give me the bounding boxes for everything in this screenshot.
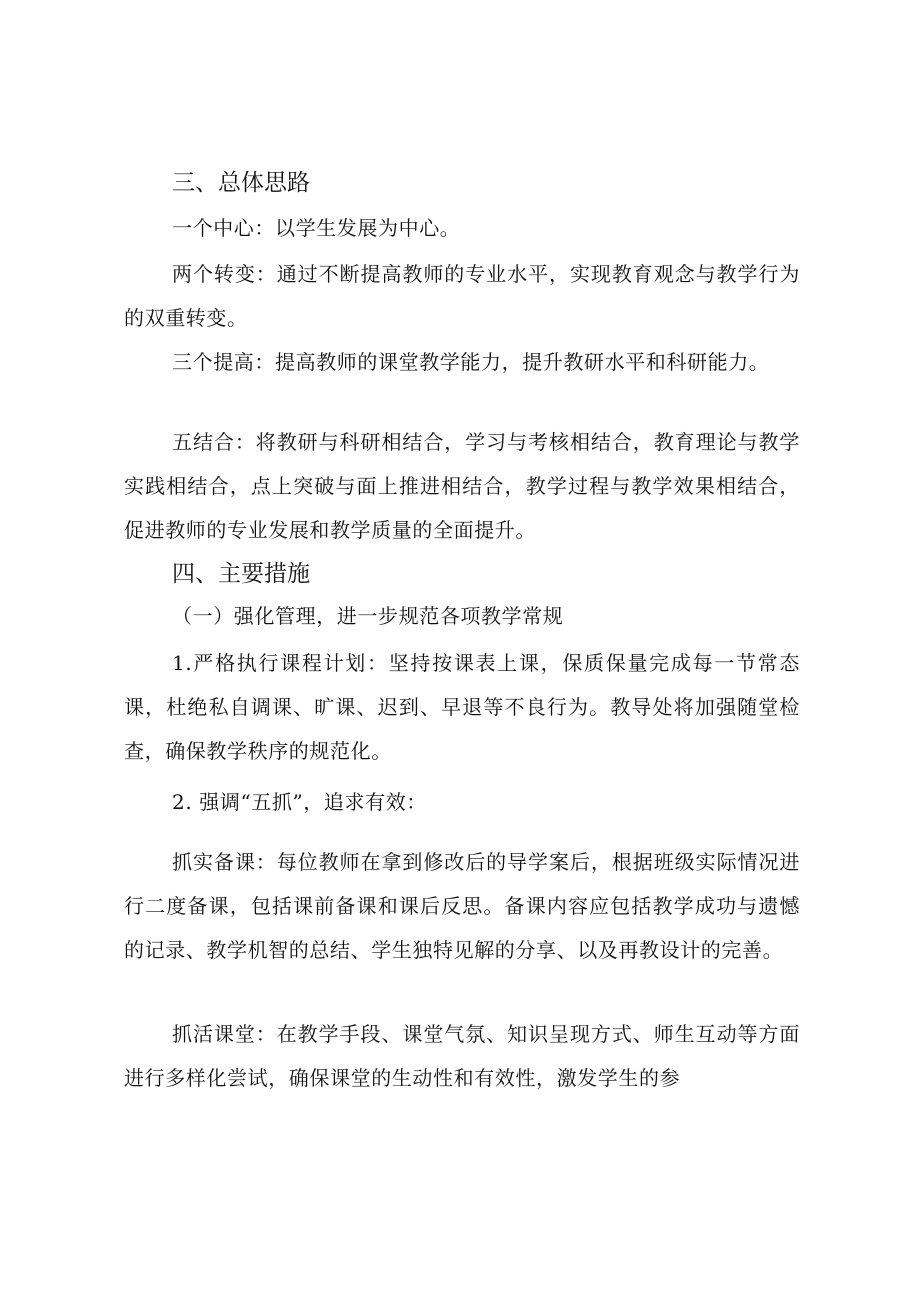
subsection-heading-management: （一）强化管理，进一步规范各项教学常规: [172, 604, 564, 628]
paragraph-five-grasps: 2. 强调“五抓”，追求有效：: [172, 790, 427, 814]
paragraph-course-plan: 1.严格执行课程计划：坚持按课表上课，保质保量完成每一节常态课，杜绝私自调课、旷课、迟到、早退等不良行为。教导处将加强随堂检查，确保教学秩序的规范化。: [124, 651, 800, 763]
paragraph-one-center: 一个中心：以学生发展为中心。: [172, 216, 461, 240]
paragraph-active-classroom: 抓活课堂：在教学手段、课堂气氛、知识呈现方式、师生互动等方面进行多样化尝试，确保课堂的生动性和有效性，激发学生的参: [124, 1022, 800, 1090]
section-heading-overall-approach: 三、总体思路: [172, 170, 310, 196]
paragraph-lesson-preparation: 抓实备课：每位教师在拿到修改后的导学案后，根据班级实际情况进行二度备课，包括课前备课和课后反思。备课内容应包括教学成功与遗憾的记录、教学机智的总结、学生独特见解的分享、以及再教设计的完善。: [124, 850, 800, 962]
paragraph-two-transformations: 两个转变：通过不断提高教师的专业水平，实现教育观念与教学行为的双重转变。: [124, 262, 800, 330]
section-heading-main-measures: 四、主要措施: [172, 561, 310, 587]
paragraph-five-combinations: 五结合：将教研与科研相结合，学习与考核相结合，教育理论与教学实践相结合，点上突破与面上推进相结合，教学过程与教学效果相结合，促进教师的专业发展和教学质量的全面提升。: [124, 430, 800, 542]
paragraph-three-improvements: 三个提高：提高教师的课堂教学能力，提升教研水平和科研能力。: [172, 350, 770, 374]
